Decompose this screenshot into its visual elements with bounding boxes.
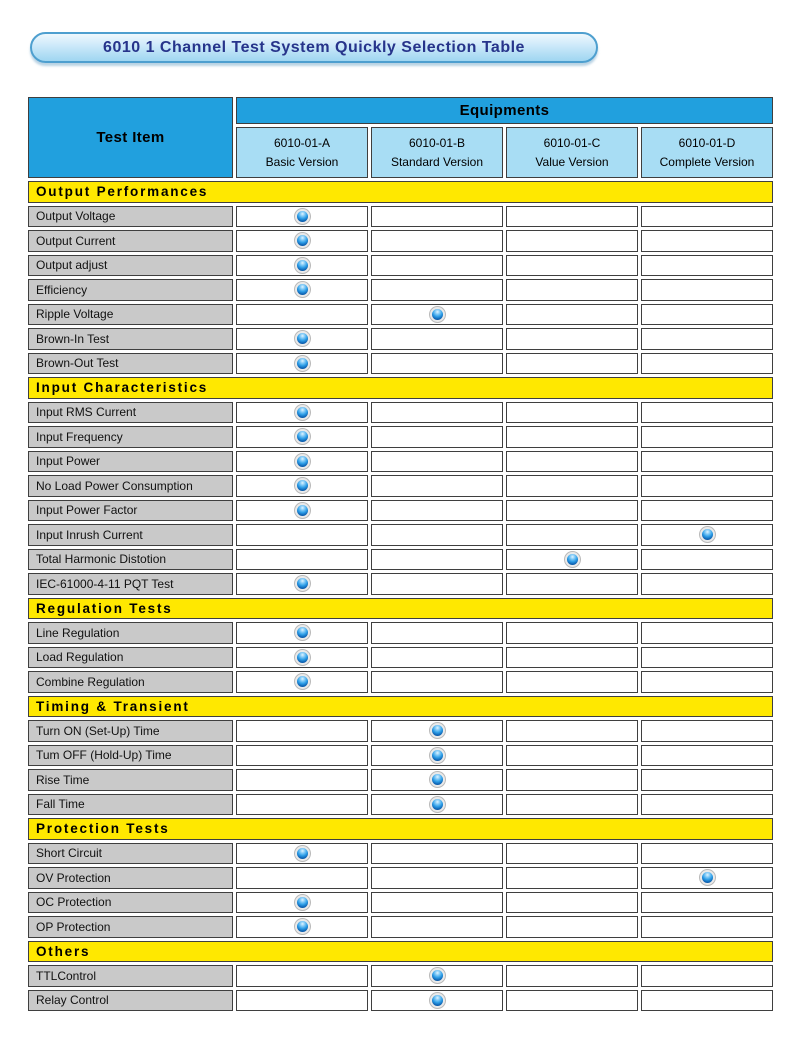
mark-cell xyxy=(506,671,638,693)
mark-cell xyxy=(371,500,503,522)
mark-cell xyxy=(371,867,503,889)
model-name: 6010-01-A xyxy=(273,135,331,150)
mark-cell xyxy=(371,255,503,277)
mark-cell xyxy=(506,353,638,375)
mark-cell xyxy=(641,255,773,277)
test-item-label: OC Protection xyxy=(28,892,233,914)
page-title: 6010 1 Channel Test System Quickly Selection Table xyxy=(103,38,525,56)
mark-cell xyxy=(371,451,503,473)
mark-cell xyxy=(236,230,368,252)
mark-cell xyxy=(371,769,503,791)
mark-cell xyxy=(506,304,638,326)
test-item-label: Input Inrush Current xyxy=(28,524,233,546)
blue-radio-dot-icon xyxy=(297,284,308,295)
mark-cell xyxy=(236,328,368,350)
mark-cell xyxy=(236,769,368,791)
blue-radio-dot-icon xyxy=(297,480,308,491)
mark-cell xyxy=(641,402,773,424)
mark-cell xyxy=(641,573,773,595)
blue-radio-dot-icon xyxy=(297,897,308,908)
blue-radio-dot-icon xyxy=(432,309,443,320)
blue-radio-dot-icon xyxy=(567,554,578,565)
blue-radio-dot-icon xyxy=(432,995,443,1006)
mark-cell xyxy=(506,867,638,889)
mark-cell xyxy=(506,990,638,1012)
mark-cell xyxy=(371,794,503,816)
section-header: Timing & Transient xyxy=(28,696,773,718)
mark-cell xyxy=(236,892,368,914)
test-item-label: Turn ON (Set-Up) Time xyxy=(28,720,233,742)
section-header: Output Performances xyxy=(28,181,773,203)
mark-cell xyxy=(506,451,638,473)
blue-radio-dot-icon xyxy=(297,676,308,687)
blue-radio-dot-icon xyxy=(297,627,308,638)
mark-cell xyxy=(236,304,368,326)
mark-cell xyxy=(371,279,503,301)
mark-cell xyxy=(371,524,503,546)
version-name: Standard Version xyxy=(390,154,484,169)
mark-cell xyxy=(236,500,368,522)
mark-cell xyxy=(641,794,773,816)
section-header: Input Characteristics xyxy=(28,377,773,399)
mark-cell xyxy=(506,622,638,644)
mark-cell xyxy=(236,745,368,767)
mark-cell xyxy=(506,402,638,424)
mark-cell xyxy=(506,769,638,791)
mark-cell xyxy=(641,720,773,742)
test-item-label: Ripple Voltage xyxy=(28,304,233,326)
mark-cell xyxy=(641,328,773,350)
mark-cell xyxy=(506,794,638,816)
mark-cell xyxy=(236,916,368,938)
blue-radio-dot-icon xyxy=(297,652,308,663)
blue-radio-dot-icon xyxy=(297,456,308,467)
mark-cell xyxy=(236,549,368,571)
mark-cell xyxy=(371,353,503,375)
column-header-complete xyxy=(641,127,773,178)
test-item-label: TTLControl xyxy=(28,965,233,987)
mark-cell xyxy=(371,328,503,350)
blue-radio-dot-icon xyxy=(432,750,443,761)
test-item-label: Brown-In Test xyxy=(28,328,233,350)
column-header-basic xyxy=(236,127,368,178)
blue-radio-dot-icon xyxy=(297,578,308,589)
test-item-label: Efficiency xyxy=(28,279,233,301)
mark-cell xyxy=(371,671,503,693)
test-item-label: Load Regulation xyxy=(28,647,233,669)
mark-cell xyxy=(641,622,773,644)
mark-cell xyxy=(236,573,368,595)
mark-cell xyxy=(641,867,773,889)
mark-cell xyxy=(506,475,638,497)
mark-cell xyxy=(236,206,368,228)
mark-cell xyxy=(236,426,368,448)
mark-cell xyxy=(506,573,638,595)
test-item-label: Total Harmonic Distotion xyxy=(28,549,233,571)
column-header-standard xyxy=(371,127,503,178)
test-item-label: IEC-61000-4-11 PQT Test xyxy=(28,573,233,595)
mark-cell xyxy=(371,892,503,914)
mark-cell xyxy=(236,279,368,301)
blue-radio-dot-icon xyxy=(702,872,713,883)
mark-cell xyxy=(506,328,638,350)
mark-cell xyxy=(506,965,638,987)
blue-radio-dot-icon xyxy=(702,529,713,540)
blue-radio-dot-icon xyxy=(297,333,308,344)
mark-cell xyxy=(371,230,503,252)
version-name: Basic Version xyxy=(265,154,339,169)
blue-radio-dot-icon xyxy=(297,260,308,271)
mark-cell xyxy=(236,720,368,742)
mark-cell xyxy=(506,206,638,228)
blue-radio-dot-icon xyxy=(432,725,443,736)
mark-cell xyxy=(236,794,368,816)
version-name: Value Version xyxy=(535,154,609,169)
test-item-label: Relay Control xyxy=(28,990,233,1012)
mark-cell xyxy=(641,916,773,938)
mark-cell xyxy=(506,255,638,277)
mark-cell xyxy=(641,475,773,497)
test-item-label: Rise Time xyxy=(28,769,233,791)
section-header: Regulation Tests xyxy=(28,598,773,620)
mark-cell xyxy=(506,549,638,571)
mark-cell xyxy=(236,867,368,889)
mark-cell xyxy=(506,524,638,546)
test-item-label: Output Current xyxy=(28,230,233,252)
page-title-banner xyxy=(30,32,598,63)
mark-cell xyxy=(236,622,368,644)
test-item-label: Input RMS Current xyxy=(28,402,233,424)
mark-cell xyxy=(371,647,503,669)
mark-cell xyxy=(236,451,368,473)
blue-radio-dot-icon xyxy=(297,431,308,442)
mark-cell xyxy=(641,500,773,522)
test-item-label: Combine Regulation xyxy=(28,671,233,693)
mark-cell xyxy=(506,230,638,252)
test-item-label: OP Protection xyxy=(28,916,233,938)
mark-cell xyxy=(236,353,368,375)
mark-cell xyxy=(641,647,773,669)
mark-cell xyxy=(371,206,503,228)
blue-radio-dot-icon xyxy=(297,505,308,516)
test-item-label: Line Regulation xyxy=(28,622,233,644)
mark-cell xyxy=(236,990,368,1012)
test-item-label: Brown-Out Test xyxy=(28,353,233,375)
test-item-label: Input Power xyxy=(28,451,233,473)
version-name: Complete Version xyxy=(659,154,755,169)
mark-cell xyxy=(371,745,503,767)
mark-cell xyxy=(371,965,503,987)
mark-cell xyxy=(641,549,773,571)
mark-cell xyxy=(641,843,773,865)
mark-cell xyxy=(506,892,638,914)
test-item-label: Input Frequency xyxy=(28,426,233,448)
model-name: 6010-01-D xyxy=(678,135,736,150)
mark-cell xyxy=(641,451,773,473)
mark-cell xyxy=(506,916,638,938)
mark-cell xyxy=(236,402,368,424)
mark-cell xyxy=(506,745,638,767)
mark-cell xyxy=(371,622,503,644)
mark-cell xyxy=(641,524,773,546)
test-item-label: Fall Time xyxy=(28,794,233,816)
mark-cell xyxy=(236,843,368,865)
section-header: Protection Tests xyxy=(28,818,773,840)
mark-cell xyxy=(641,426,773,448)
mark-cell xyxy=(641,230,773,252)
mark-cell xyxy=(236,255,368,277)
mark-cell xyxy=(506,647,638,669)
mark-cell xyxy=(371,720,503,742)
column-header-value xyxy=(506,127,638,178)
blue-radio-dot-icon xyxy=(432,970,443,981)
mark-cell xyxy=(371,402,503,424)
mark-cell xyxy=(371,916,503,938)
mark-cell xyxy=(506,426,638,448)
mark-cell xyxy=(236,671,368,693)
blue-radio-dot-icon xyxy=(297,358,308,369)
blue-radio-dot-icon xyxy=(432,774,443,785)
mark-cell xyxy=(641,279,773,301)
mark-cell xyxy=(371,426,503,448)
test-item-label: Output Voltage xyxy=(28,206,233,228)
section-header: Others xyxy=(28,941,773,963)
mark-cell xyxy=(641,990,773,1012)
blue-radio-dot-icon xyxy=(297,211,308,222)
blue-radio-dot-icon xyxy=(432,799,443,810)
test-item-label: Short Circuit xyxy=(28,843,233,865)
mark-cell xyxy=(641,206,773,228)
test-item-label: OV Protection xyxy=(28,867,233,889)
equipments-header: Equipments xyxy=(236,97,773,124)
blue-radio-dot-icon xyxy=(297,407,308,418)
mark-cell xyxy=(641,353,773,375)
mark-cell xyxy=(506,843,638,865)
mark-cell xyxy=(506,500,638,522)
mark-cell xyxy=(641,769,773,791)
mark-cell xyxy=(371,304,503,326)
mark-cell xyxy=(506,279,638,301)
mark-cell xyxy=(641,965,773,987)
mark-cell xyxy=(371,843,503,865)
selection-table xyxy=(28,97,775,1011)
test-item-label: Output adjust xyxy=(28,255,233,277)
test-item-label: No Load Power Consumption xyxy=(28,475,233,497)
mark-cell xyxy=(371,573,503,595)
mark-cell xyxy=(371,549,503,571)
test-item-label: Input Power Factor xyxy=(28,500,233,522)
mark-cell xyxy=(506,720,638,742)
mark-cell xyxy=(641,304,773,326)
mark-cell xyxy=(641,671,773,693)
mark-cell xyxy=(641,892,773,914)
test-item-header: Test Item xyxy=(28,97,233,178)
blue-radio-dot-icon xyxy=(297,235,308,246)
mark-cell xyxy=(641,745,773,767)
model-name: 6010-01-B xyxy=(408,135,466,150)
blue-radio-dot-icon xyxy=(297,921,308,932)
mark-cell xyxy=(236,965,368,987)
mark-cell xyxy=(371,990,503,1012)
model-name: 6010-01-C xyxy=(543,135,601,150)
mark-cell xyxy=(236,524,368,546)
mark-cell xyxy=(236,475,368,497)
mark-cell xyxy=(236,647,368,669)
blue-radio-dot-icon xyxy=(297,848,308,859)
mark-cell xyxy=(371,475,503,497)
test-item-label: Tum OFF (Hold-Up) Time xyxy=(28,745,233,767)
